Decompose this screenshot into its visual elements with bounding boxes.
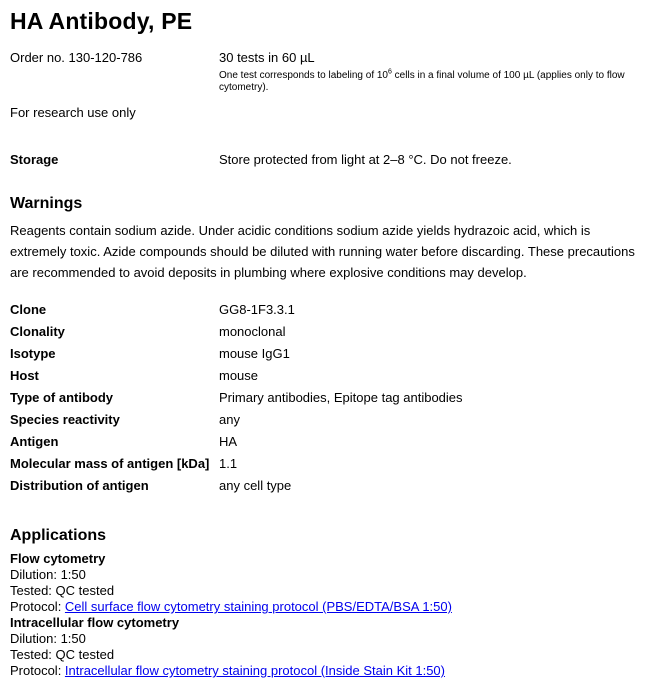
- property-row: [10, 412, 646, 434]
- property-label: Clone: [10, 302, 47, 317]
- property-value: GG8-1F3.3.1: [219, 302, 295, 317]
- property-value: Primary antibodies, Epitope tag antibodies: [219, 390, 463, 405]
- protocol-label: Protocol:: [10, 663, 65, 678]
- research-use-note: For research use only: [10, 105, 136, 120]
- property-row: [10, 324, 646, 346]
- order-note-prefix: One test corresponds to labeling of 10: [219, 70, 388, 81]
- application-protocol-line: [10, 599, 646, 615]
- storage-row: [10, 152, 646, 168]
- property-label: Clonality: [10, 324, 65, 339]
- application-tested: Tested: QC tested: [10, 583, 115, 598]
- application-dilution: Dilution: 1:50: [10, 631, 86, 646]
- application-block: [10, 615, 646, 679]
- application-tested: Tested: QC tested: [10, 647, 115, 662]
- applications-list: [10, 551, 646, 679]
- application-block: [10, 551, 646, 615]
- storage-label: Storage: [10, 152, 59, 167]
- order-number: Order no. 130-120-786: [10, 50, 143, 65]
- property-value: HA: [219, 434, 238, 449]
- property-value: any: [219, 412, 240, 427]
- protocol-link[interactable]: Cell surface flow cytometry staining protocol (PBS/EDTA/BSA 1:50): [64, 599, 452, 614]
- property-value: any cell type: [219, 478, 292, 493]
- order-note: [219, 70, 646, 94]
- property-row: [10, 302, 646, 324]
- property-label: Antigen: [10, 434, 59, 449]
- property-row: [10, 456, 646, 478]
- protocol-link[interactable]: Intracellular flow cytometry staining protocol (Inside Stain Kit 1:50): [64, 663, 445, 678]
- property-label: Species reactivity: [10, 412, 120, 427]
- page-title: HA Antibody, PE: [10, 8, 193, 34]
- property-row: [10, 390, 646, 412]
- applications-heading: Applications: [10, 527, 107, 544]
- order-size-block: [219, 50, 646, 94]
- property-label: Distribution of antigen: [10, 478, 149, 493]
- property-row: [10, 434, 646, 456]
- property-label: Molecular mass of antigen [kDa]: [10, 456, 210, 471]
- property-label: Type of antibody: [10, 390, 114, 405]
- application-protocol-line: [10, 663, 646, 679]
- warnings-heading: Warnings: [10, 195, 83, 212]
- property-value: mouse: [219, 368, 259, 383]
- property-row: [10, 368, 646, 390]
- application-name: Intracellular flow cytometry: [10, 615, 180, 630]
- properties-table: [10, 302, 646, 500]
- application-name: Flow cytometry: [10, 551, 106, 566]
- application-dilution: Dilution: 1:50: [10, 567, 86, 582]
- property-row: [10, 346, 646, 368]
- order-note-superscript: 6: [388, 68, 392, 76]
- storage-value: Store protected from light at 2–8 °C. Do not freeze.: [219, 152, 512, 167]
- property-value: monoclonal: [219, 324, 286, 339]
- property-value: 1.1: [219, 456, 238, 471]
- order-size: 30 tests in 60 µL: [219, 50, 315, 65]
- warnings-text: Reagents contain sodium azide. Under acidic conditions sodium azide yields hydrazoic acid, which is extremely toxic. Azide compounds should be diluted with running water before discarding. These precautions are recommended to avoid deposits in plumbing where explosive conditions may develop.: [10, 223, 635, 280]
- order-row: [10, 50, 646, 94]
- property-label: Isotype: [10, 346, 56, 361]
- property-label: Host: [10, 368, 39, 383]
- order-note-suffix: cells in a final volume of 100 µL (applies only to flow cytometry).: [219, 70, 625, 93]
- protocol-label: Protocol:: [10, 599, 65, 614]
- property-value: mouse IgG1: [219, 346, 290, 361]
- property-row: [10, 478, 646, 500]
